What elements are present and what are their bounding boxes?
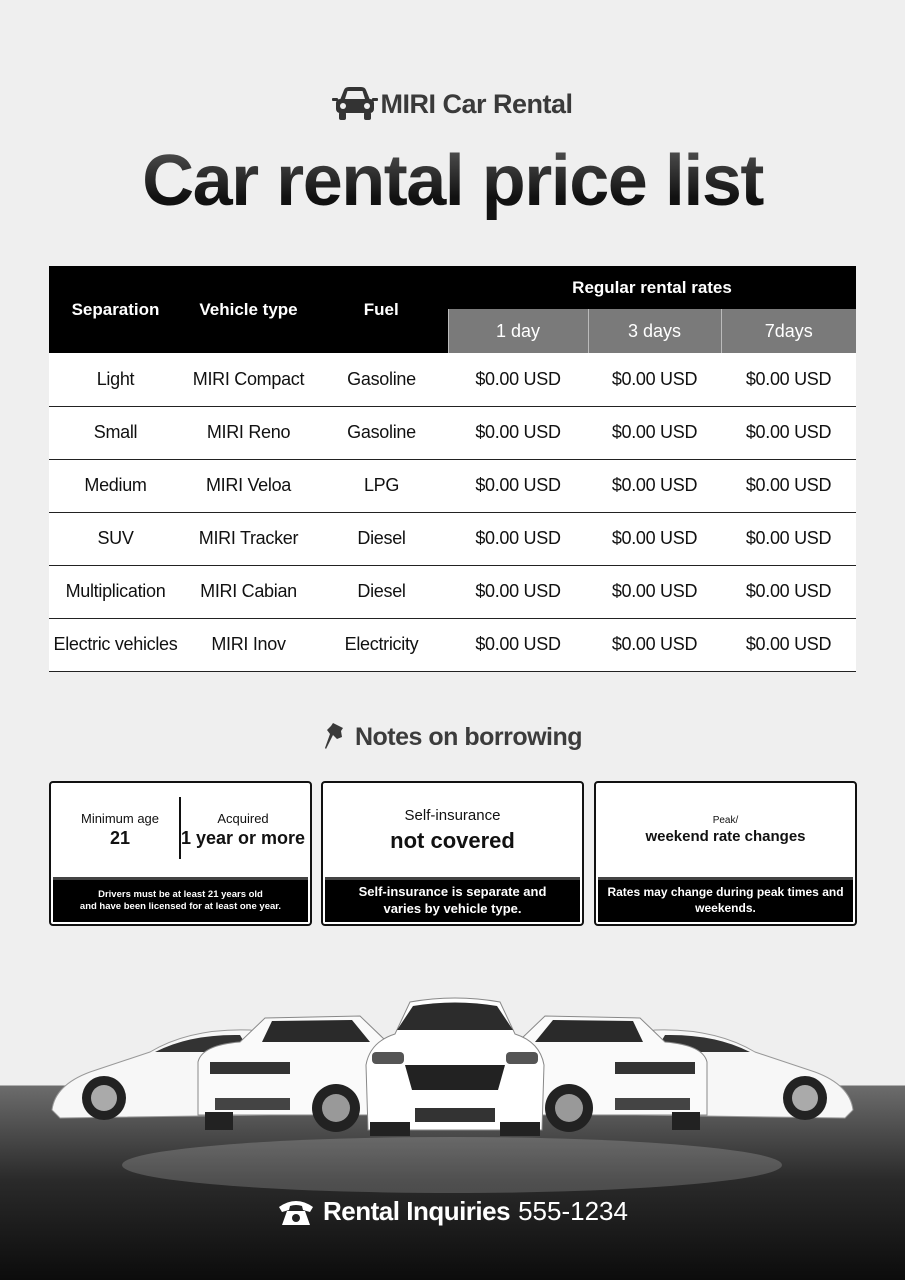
cell-rate-1-day: $0.00 USD: [448, 353, 588, 406]
header-1-day: 1 day: [448, 309, 588, 353]
cell-vehicle: MIRI Compact: [182, 353, 315, 406]
note-card-insurance: [321, 781, 584, 926]
table-row: [49, 459, 856, 512]
telephone-icon: [277, 1197, 315, 1227]
note-card-peak: [594, 781, 857, 926]
brand-name: MIRI Car Rental: [380, 88, 573, 119]
cell-separation: Multiplication: [49, 565, 182, 618]
price-table: [49, 266, 856, 672]
cell-rate-1-day: $0.00 USD: [448, 512, 588, 565]
header-fuel: Fuel: [315, 266, 448, 353]
cell-fuel: LPG: [315, 459, 448, 512]
footer-line: varies by vehicle type.: [383, 901, 522, 916]
insurance-value: not covered: [390, 828, 515, 853]
footer-line: and have been licensed for at least one year.: [79, 901, 282, 912]
cars-illustration: [0, 990, 905, 1280]
cell-vehicle: MIRI Cabian: [182, 565, 315, 618]
header-vehicle-type: Vehicle type: [182, 266, 315, 353]
cell-fuel: Gasoline: [315, 353, 448, 406]
page-title: Car rental price list: [0, 140, 905, 222]
cell-fuel: Electricity: [315, 618, 448, 671]
cell-rate-7-days: $0.00 USD: [721, 459, 856, 512]
cell-rate-3-days: $0.00 USD: [588, 353, 721, 406]
acquired-value: 1 year or more: [180, 828, 306, 848]
cell-rate-3-days: $0.00 USD: [588, 459, 721, 512]
insurance-label: Self-insurance: [404, 807, 501, 824]
brand-logo: [0, 84, 905, 124]
cell-rate-7-days: $0.00 USD: [721, 565, 856, 618]
cell-separation: SUV: [49, 512, 182, 565]
table-row: [49, 353, 856, 406]
cell-separation: Electric vehicles: [49, 618, 182, 671]
cell-rate-3-days: $0.00 USD: [588, 618, 721, 671]
header-7-days: 7days: [721, 309, 856, 353]
cell-vehicle: MIRI Reno: [182, 406, 315, 459]
cell-vehicle: MIRI Tracker: [182, 512, 315, 565]
pushpin-icon: [323, 722, 349, 752]
cell-rate-7-days: $0.00 USD: [721, 353, 856, 406]
cell-rate-1-day: $0.00 USD: [448, 459, 588, 512]
table-row: [49, 618, 856, 671]
footer-line: Self-insurance is separate and: [358, 884, 547, 900]
peak-label: Peak/: [712, 815, 739, 826]
contact-info: [0, 1196, 905, 1227]
contact-number[interactable]: 555-1234: [518, 1196, 628, 1226]
card-footer: [325, 877, 580, 922]
header-separation: Separation: [49, 266, 182, 353]
cell-rate-1-day: $0.00 USD: [448, 618, 588, 671]
cell-separation: Medium: [49, 459, 182, 512]
cell-rate-7-days: $0.00 USD: [721, 406, 856, 459]
card-footer: [53, 877, 308, 922]
cell-vehicle: MIRI Inov: [182, 618, 315, 671]
cell-rate-3-days: $0.00 USD: [588, 565, 721, 618]
cell-separation: Light: [49, 353, 182, 406]
cell-fuel: Diesel: [315, 565, 448, 618]
car-center: [366, 998, 544, 1136]
car-icon: [332, 84, 378, 124]
cell-separation: Small: [49, 406, 182, 459]
acquired-label: Acquired: [217, 811, 269, 826]
cell-rate-3-days: $0.00 USD: [588, 512, 721, 565]
cars-reflection: [122, 1137, 782, 1193]
table-row: [49, 512, 856, 565]
cell-rate-1-day: $0.00 USD: [448, 406, 588, 459]
notes-heading: [0, 722, 905, 752]
minimum-age-value: 21: [109, 828, 131, 848]
footer-line: Rates may change during peak times and: [607, 885, 844, 900]
cell-rate-7-days: $0.00 USD: [721, 512, 856, 565]
table-row: [49, 406, 856, 459]
note-card-age: [49, 781, 312, 926]
header-3-days: 3 days: [588, 309, 721, 353]
footer-line: weekends.: [695, 901, 756, 915]
contact-label: Rental Inquiries: [323, 1196, 511, 1226]
cars-photo: [0, 990, 905, 1280]
cell-fuel: Diesel: [315, 512, 448, 565]
footer-line: Drivers must be at least 21 years old: [98, 888, 263, 900]
peak-value: weekend rate changes: [645, 828, 806, 845]
header-regular-rates: Regular rental rates: [448, 266, 856, 309]
cell-rate-1-day: $0.00 USD: [448, 565, 588, 618]
card-footer: [598, 877, 853, 922]
cell-vehicle: MIRI Veloa: [182, 459, 315, 512]
notes-title: Notes on borrowing: [354, 722, 583, 751]
minimum-age-label: Minimum age: [80, 811, 160, 826]
cell-rate-7-days: $0.00 USD: [721, 618, 856, 671]
cell-rate-3-days: $0.00 USD: [588, 406, 721, 459]
cell-fuel: Gasoline: [315, 406, 448, 459]
table-row: [49, 565, 856, 618]
